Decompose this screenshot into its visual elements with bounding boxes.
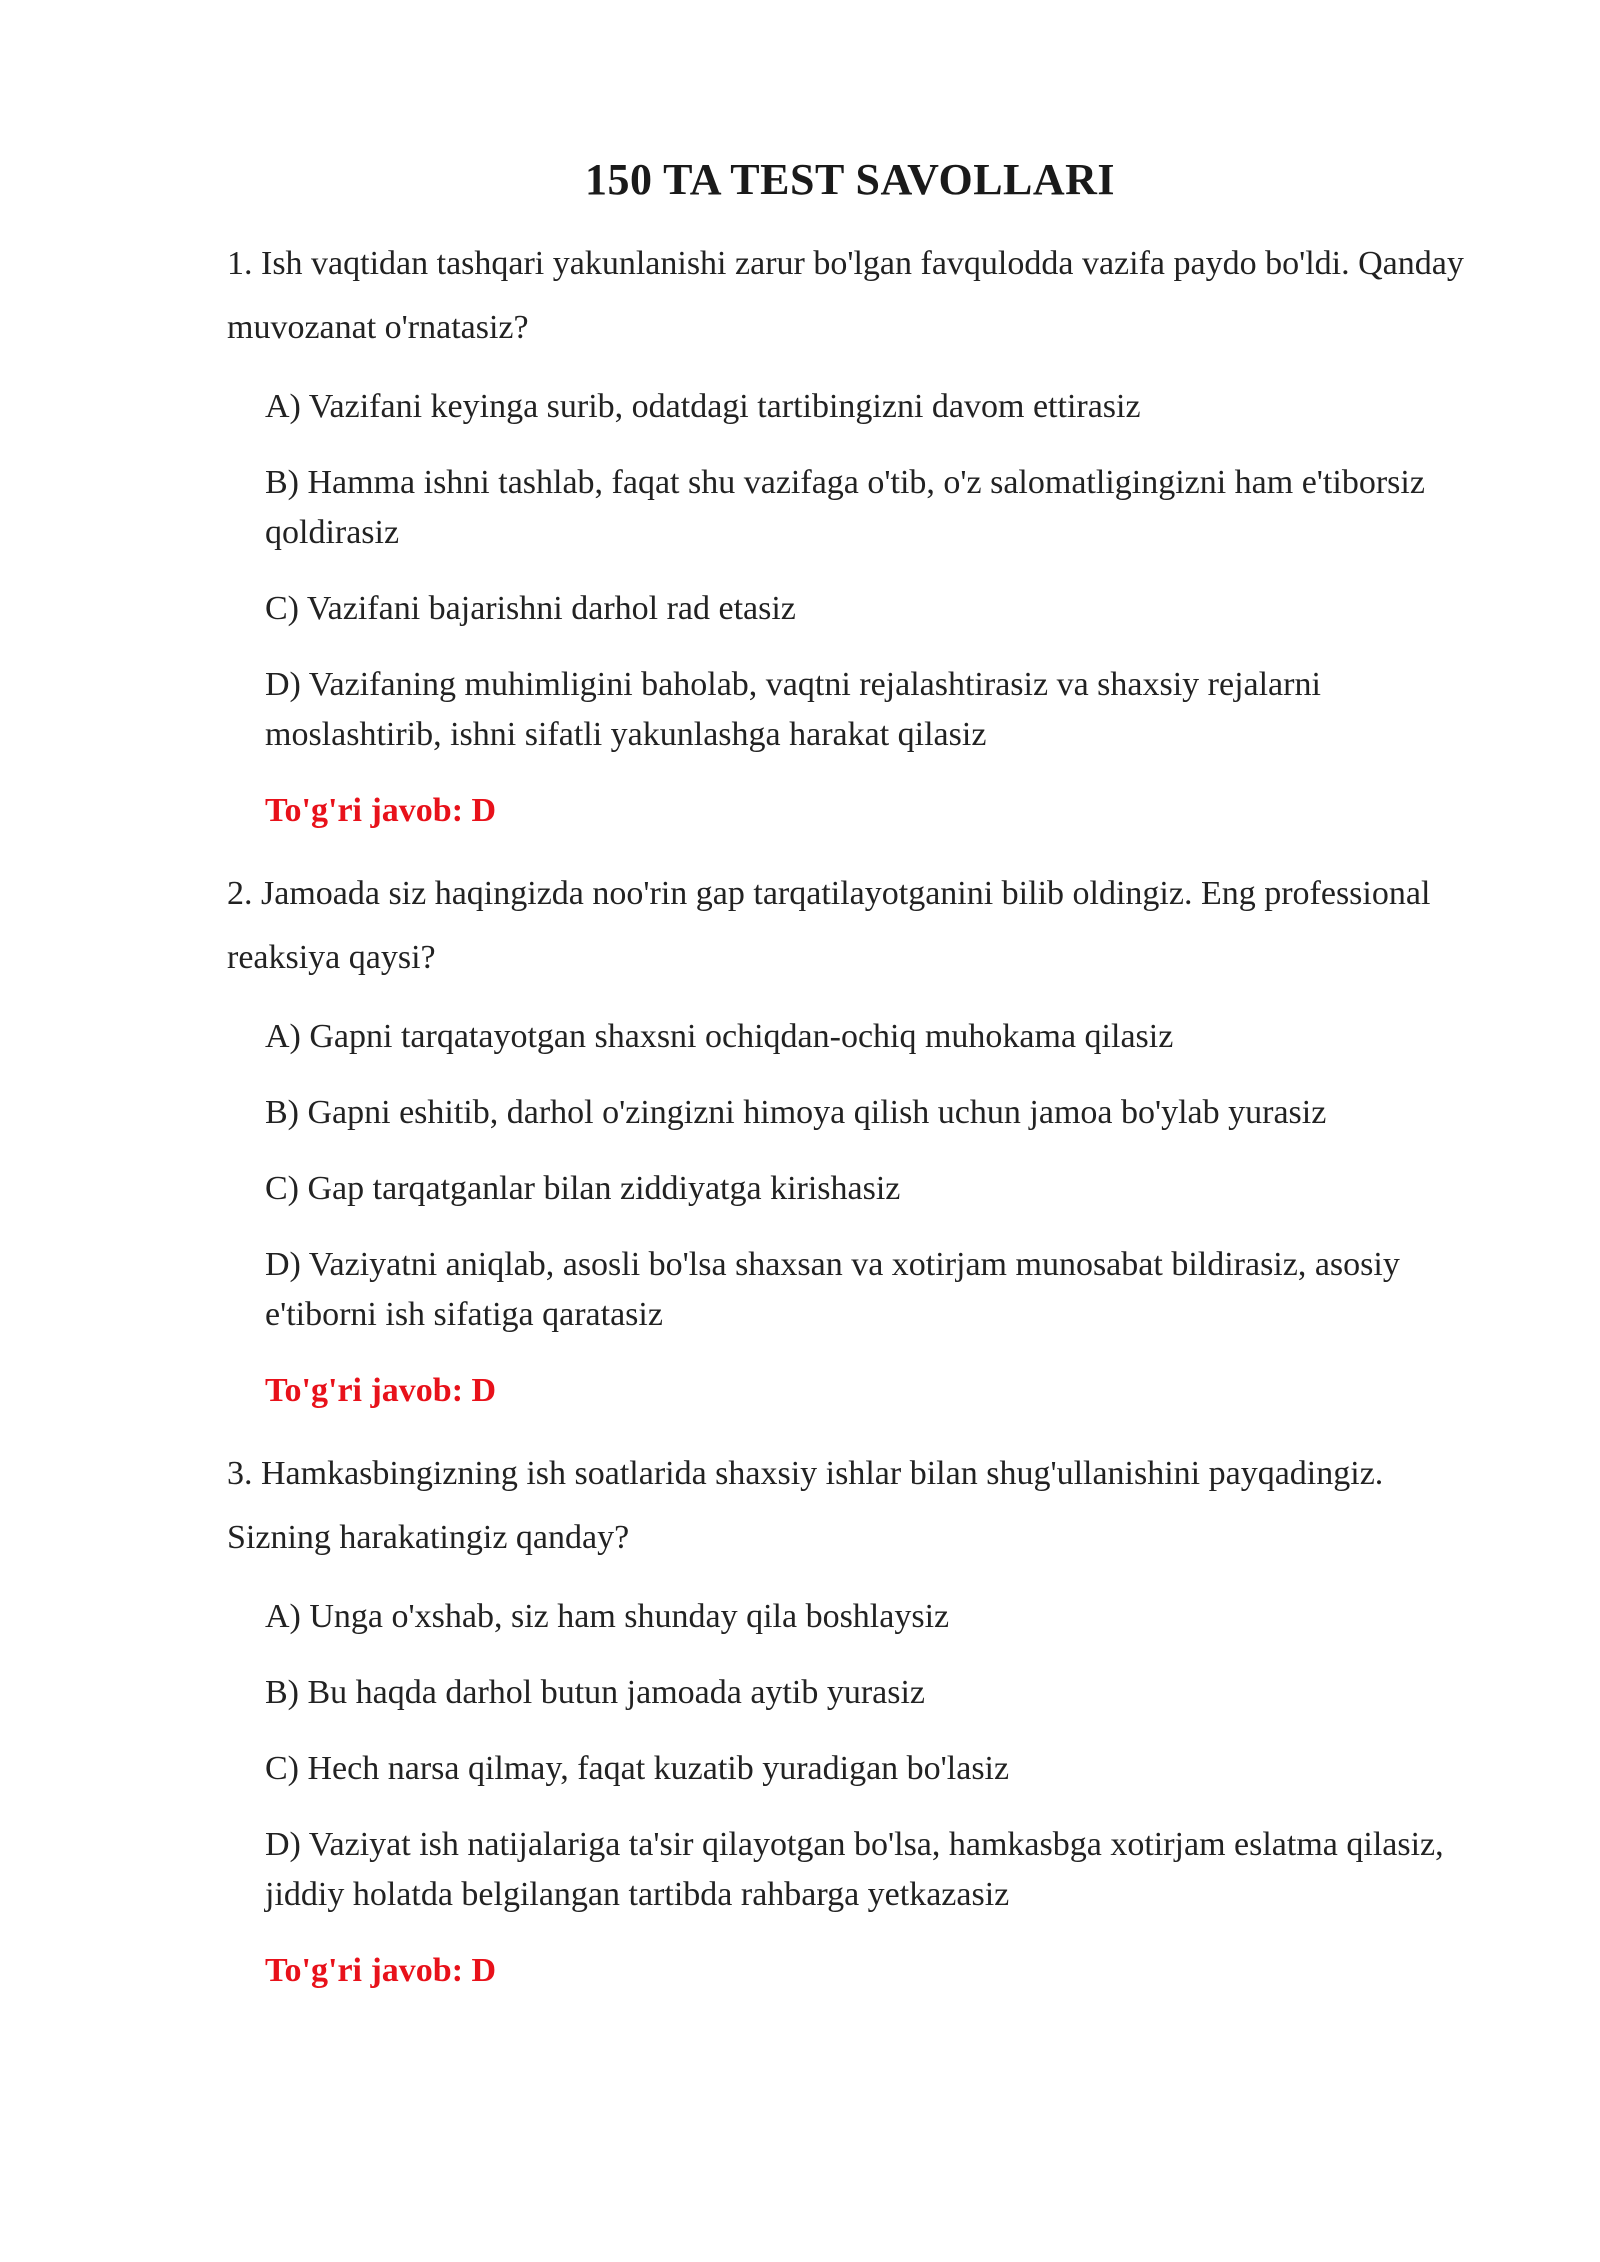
question-1	[227, 232, 1487, 836]
question-3	[227, 1442, 1487, 1996]
correct-answer: To'g'ri javob: D	[265, 792, 497, 829]
option-a: A) Vazifani keyinga surib, odatdagi tartibingizni davom ettirasiz	[265, 388, 1141, 425]
option-a: A) Unga o'xshab, siz ham shunday qila boshlaysiz	[265, 1598, 950, 1635]
option-d: D) Vazifaning muhimligini baholab, vaqtni rejalashtirasiz va shaxsiy rejalarni moslashtirib, ishni sifatli yakunlashga harakat qilasiz	[265, 666, 1321, 753]
question-text: 1. Ish vaqtidan tashqari yakunlanishi zarur bo'lgan favqulodda vazifa paydo bo'ldi. Qanday muvozanat o'rnatasiz?	[227, 245, 1464, 346]
question-text: 2. Jamoada siz haqingizda noo'rin gap tarqatilayotganini bilib oldingiz. Eng professional reaksiya qaysi?	[227, 875, 1431, 976]
option-d: D) Vaziyatni aniqlab, asosli bo'lsa shaxsan va xotirjam munosabat bildirasiz, asosiy e'tiborni ish sifatiga qaratasiz	[265, 1246, 1400, 1333]
option-b: B) Gapni eshitib, darhol o'zingizni himoya qilish uchun jamoa bo'ylab yurasiz	[265, 1094, 1327, 1131]
question-list	[227, 232, 1487, 2022]
option-b: B) Bu haqda darhol butun jamoada aytib yurasiz	[265, 1674, 925, 1711]
option-a: A) Gapni tarqatayotgan shaxsni ochiqdan-ochiq muhokama qilasiz	[265, 1018, 1174, 1055]
option-b: B) Hamma ishni tashlab, faqat shu vazifaga o'tib, o'z salomatligingizni ham e'tiborsiz qoldirasiz	[265, 464, 1425, 551]
option-d: D) Vaziyat ish natijalariga ta'sir qilayotgan bo'lsa, hamkasbga xotirjam eslatma qilasiz, jiddiy holatda belgilangan tartibda rahbarga yetkazasiz	[265, 1826, 1444, 1913]
correct-answer: To'g'ri javob: D	[265, 1372, 497, 1409]
option-c: C) Vazifani bajarishni darhol rad etasiz	[265, 590, 796, 627]
correct-answer: To'g'ri javob: D	[265, 1952, 497, 1989]
option-c: C) Gap tarqatganlar bilan ziddiyatga kirishasiz	[265, 1170, 901, 1207]
page-title: 150 TA TEST SAVOLLARI	[584, 155, 1116, 204]
question-2	[227, 862, 1487, 1416]
question-text: 3. Hamkasbingizning ish soatlarida shaxsiy ishlar bilan shug'ullanishini payqadingiz. Sizning harakatingiz qanday?	[227, 1455, 1384, 1556]
option-c: C) Hech narsa qilmay, faqat kuzatib yuradigan bo'lasiz	[265, 1750, 1010, 1787]
